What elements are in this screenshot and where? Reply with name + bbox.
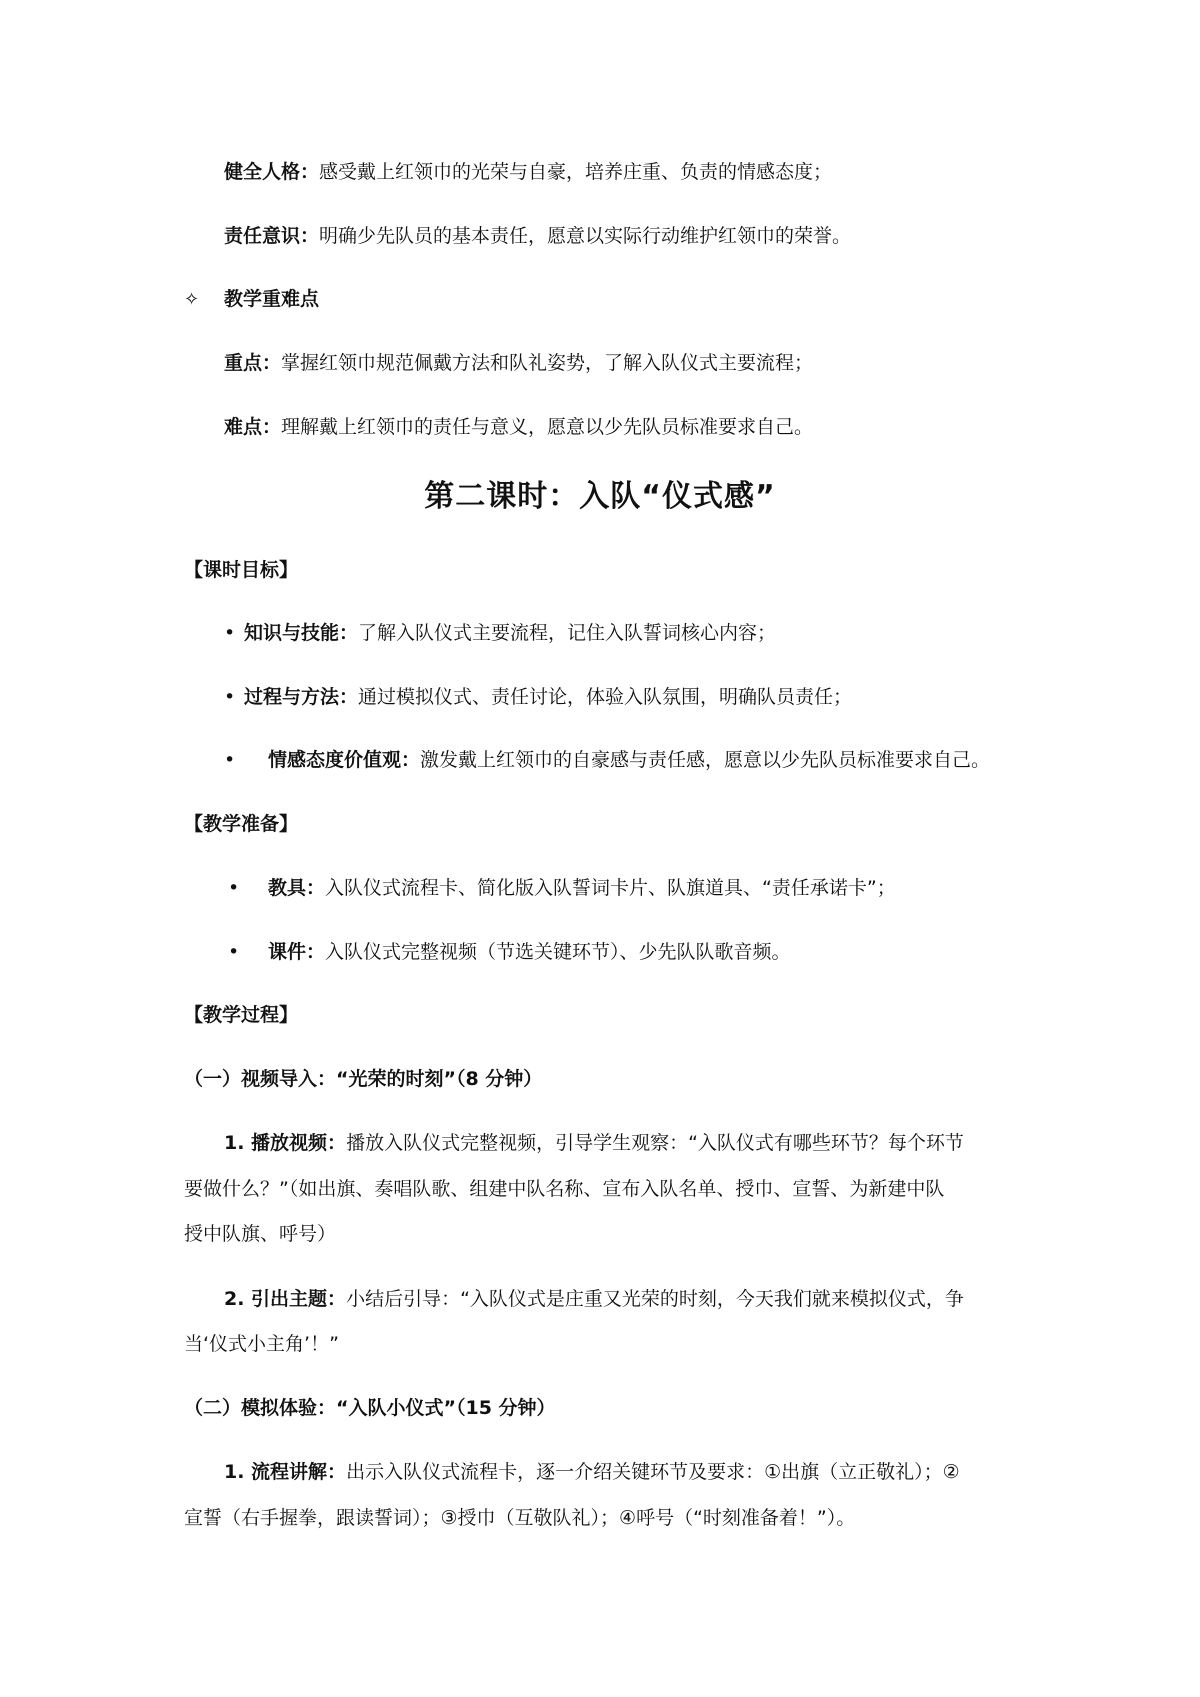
preparation-heading: 【教学准备】 bbox=[184, 813, 299, 835]
process-part1-heading: （一）视频导入：“光荣的时刻”（8 分钟） bbox=[184, 1068, 543, 1090]
objective-item bbox=[224, 751, 990, 770]
step-text: 出示入队仪式流程卡，逐一介绍关键环节及要求：①出旗（立正敬礼）；② bbox=[346, 1461, 960, 1483]
objective-label: 过程与方法： bbox=[244, 686, 359, 708]
bullet-icon: • bbox=[224, 622, 236, 644]
step-label: 2. 引出主题： bbox=[224, 1288, 347, 1310]
preparation-text: 入队仪式流程卡、简化版入队誓词卡片、队旗道具、“责任承诺卡”； bbox=[325, 877, 896, 899]
key-point-difficulty bbox=[224, 418, 813, 437]
step-text-continued: 当‘仪式小主角’！” bbox=[184, 1333, 339, 1355]
step-text: 播放入队仪式完整视频，引导学生观察：“入队仪式有哪些环节？每个环节 bbox=[346, 1132, 964, 1154]
bullet-icon: • bbox=[224, 686, 236, 708]
objective-label: 知识与技能： bbox=[244, 622, 359, 644]
bullet-icon: • bbox=[228, 877, 240, 899]
preparation-label: 课件： bbox=[268, 941, 326, 963]
process-part2-step1 bbox=[224, 1463, 960, 1482]
preparation-text: 入队仪式完整视频（节选关键环节）、少先队队歌音频。 bbox=[325, 941, 791, 963]
key-point-focus-text: 掌握红领巾规范佩戴方法和队礼姿势，了解入队仪式主要流程； bbox=[281, 352, 814, 374]
goal-personality-text: 感受戴上红领巾的光荣与自豪，培养庄重、负责的情感态度； bbox=[319, 161, 833, 183]
preparation-label: 教具： bbox=[268, 877, 326, 899]
objective-text: 通过模拟仪式、责任讨论，体验入队氛围，明确队员责任； bbox=[358, 686, 853, 708]
key-points-heading-text: 教学重难点 bbox=[224, 288, 320, 310]
step-text: 小结后引导：“入队仪式是庄重又光荣的时刻，今天我们就来模拟仪式，争 bbox=[346, 1288, 964, 1310]
objectives-heading: 【课时目标】 bbox=[184, 559, 299, 581]
step-label: 1. 播放视频： bbox=[224, 1132, 347, 1154]
process-part1-step1 bbox=[224, 1134, 964, 1153]
objective-text: 激发戴上红领巾的自豪感与责任感，愿意以少先队员标准要求自己。 bbox=[420, 749, 991, 771]
step-label: 1. 流程讲解： bbox=[224, 1461, 347, 1483]
bullet-icon: • bbox=[224, 749, 236, 771]
process-heading: 【教学过程】 bbox=[184, 1004, 299, 1026]
key-point-focus-label: 重点： bbox=[224, 352, 282, 374]
process-part1-step2 bbox=[224, 1290, 964, 1309]
step-text-continued: 宣誓（右手握拳，跟读誓词）；③授巾（互敬队礼）；④呼号（“时刻准备着！”）。 bbox=[184, 1507, 856, 1529]
key-points-heading bbox=[184, 290, 319, 309]
objective-item bbox=[224, 624, 776, 643]
lesson-title: 第二课时：入队“仪式感” bbox=[424, 479, 776, 514]
step-text-continued: 要做什么？”（如出旗、奏唱队歌、组建中队名称、宣布入队名单、授巾、宣誓、为新建中队 bbox=[184, 1178, 945, 1200]
goal-responsibility-label: 责任意识： bbox=[224, 225, 320, 247]
objective-label: 情感态度价值观： bbox=[268, 749, 421, 771]
sparkle-icon: ✧ bbox=[184, 289, 200, 310]
bullet-icon: • bbox=[228, 941, 240, 963]
objective-item bbox=[224, 688, 852, 707]
process-part2-heading: （二）模拟体验：“入队小仪式”（15 分钟） bbox=[184, 1397, 556, 1419]
step-text-continued: 授中队旗、呼号） bbox=[184, 1223, 337, 1245]
key-point-difficulty-label: 难点： bbox=[224, 416, 282, 438]
key-point-difficulty-text: 理解戴上红领巾的责任与意义，愿意以少先队员标准要求自己。 bbox=[281, 416, 814, 438]
preparation-item bbox=[228, 943, 791, 962]
goal-personality bbox=[224, 163, 832, 182]
goal-responsibility-text: 明确少先队员的基本责任，愿意以实际行动维护红领巾的荣誉。 bbox=[319, 225, 852, 247]
objective-text: 了解入队仪式主要流程，记住入队誓词核心内容； bbox=[358, 622, 777, 644]
goal-responsibility bbox=[224, 227, 851, 246]
goal-personality-label: 健全人格： bbox=[224, 161, 320, 183]
preparation-item bbox=[228, 879, 896, 898]
key-point-focus bbox=[224, 354, 813, 373]
